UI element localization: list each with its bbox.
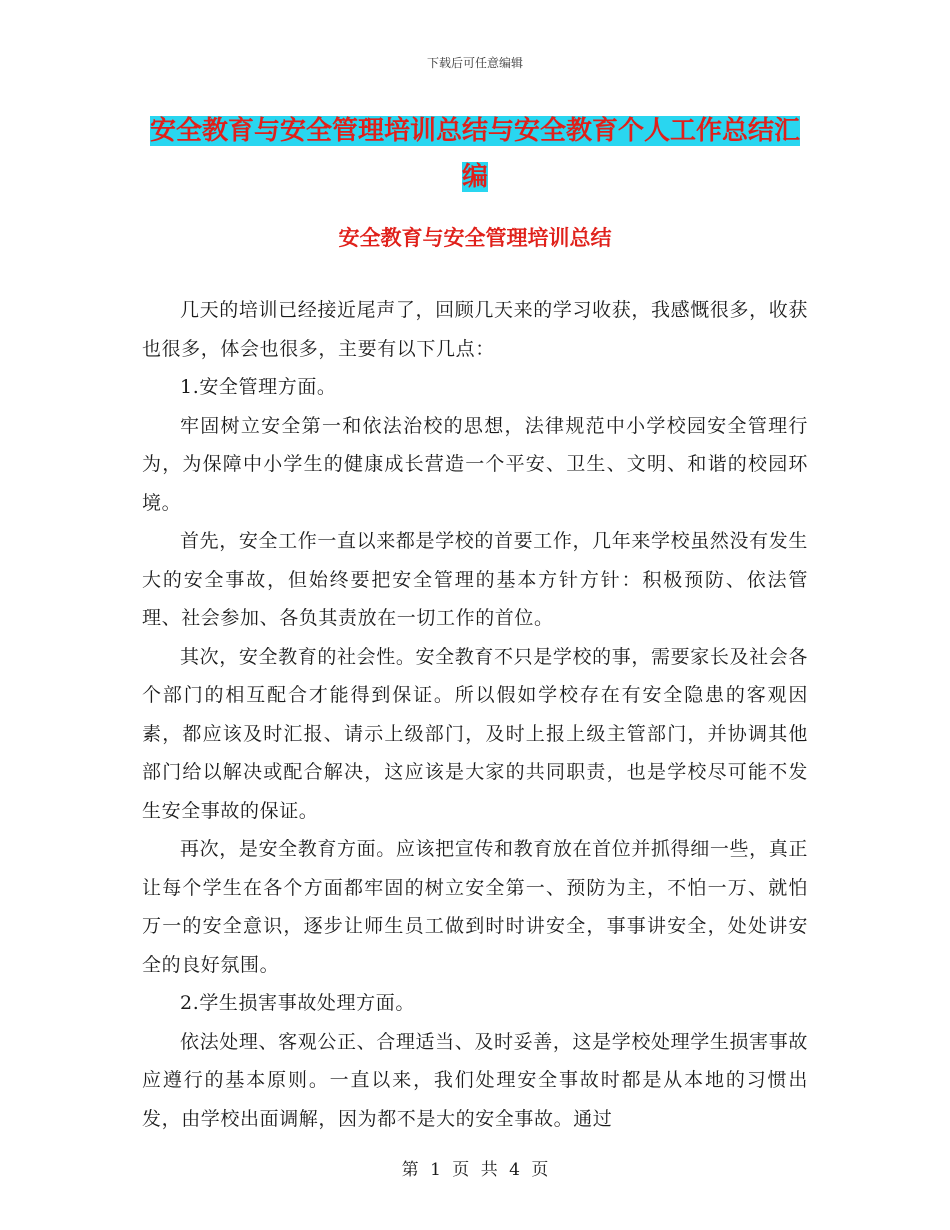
body-paragraph: 1.安全管理方面。 [180, 376, 337, 398]
body-paragraph: 几天的培训已经接近尾声了，回顾几天来的学习收获，我感慨很多，收获也很多，体会也很多，主要有以下几点： [142, 299, 808, 360]
body-paragraph: 再次，是安全教育方面。应该把宣传和教育放在首位并抓得细一些，真正让每个学生在各个方面都牢固的树立安全第一、预防为主，不怕一万、就怕万一的安全意识，逐步让师生员工做到时时讲安全，事事讲安全，处处讲安全的良好氛围。 [142, 838, 808, 976]
page-header-note: 下载后可任意编辑 [426, 56, 523, 70]
body-paragraph: 2.学生损害事故处理方面。 [180, 992, 415, 1014]
body-paragraph: 依法处理、客观公正、合理适当、及时妥善，这是学校处理学生损害事故应遵行的基本原则。一直以来，我们处理安全事故时都是从本地的习惯出发，由学校出面调解，因为都不是大的安全事故。通过 [142, 1030, 808, 1130]
body-paragraph: 首先，安全工作一直以来都是学校的首要工作，几年来学校虽然没有发生大的安全事故，但始终要把安全管理的基本方针方针：积极预防、依法管理、社会参加、各负其责放在一切工作的首位。 [142, 530, 808, 629]
body-paragraph: 牢固树立安全第一和依法治校的思想，法律规范中小学校园安全管理行为，为保障中小学生的健康成长营造一个平安、卫生、文明、和谐的校园环境。 [142, 414, 808, 514]
document-title-text: 安全教育与安全管理培训总结与安全教育个人工作总结汇编 [149, 116, 800, 192]
section-title: 安全教育与安全管理培训总结 [338, 226, 612, 250]
document-body [142, 291, 808, 1138]
body-paragraph: 其次，安全教育的社会性。安全教育不只是学校的事，需要家长及社会各个部门的相互配合才能得到保证。所以假如学校存在有安全隐患的客观因素，都应该及时汇报、请示上级部门，及时上报上级主管部门，并协调其他部门给以解决或配合解决，这应该是大家的共同职责，也是学校尽可能不发生安全事故的保证。 [142, 645, 808, 822]
document-title [142, 108, 808, 200]
page-number: 第 1 页 共 4 页 [401, 1160, 549, 1180]
